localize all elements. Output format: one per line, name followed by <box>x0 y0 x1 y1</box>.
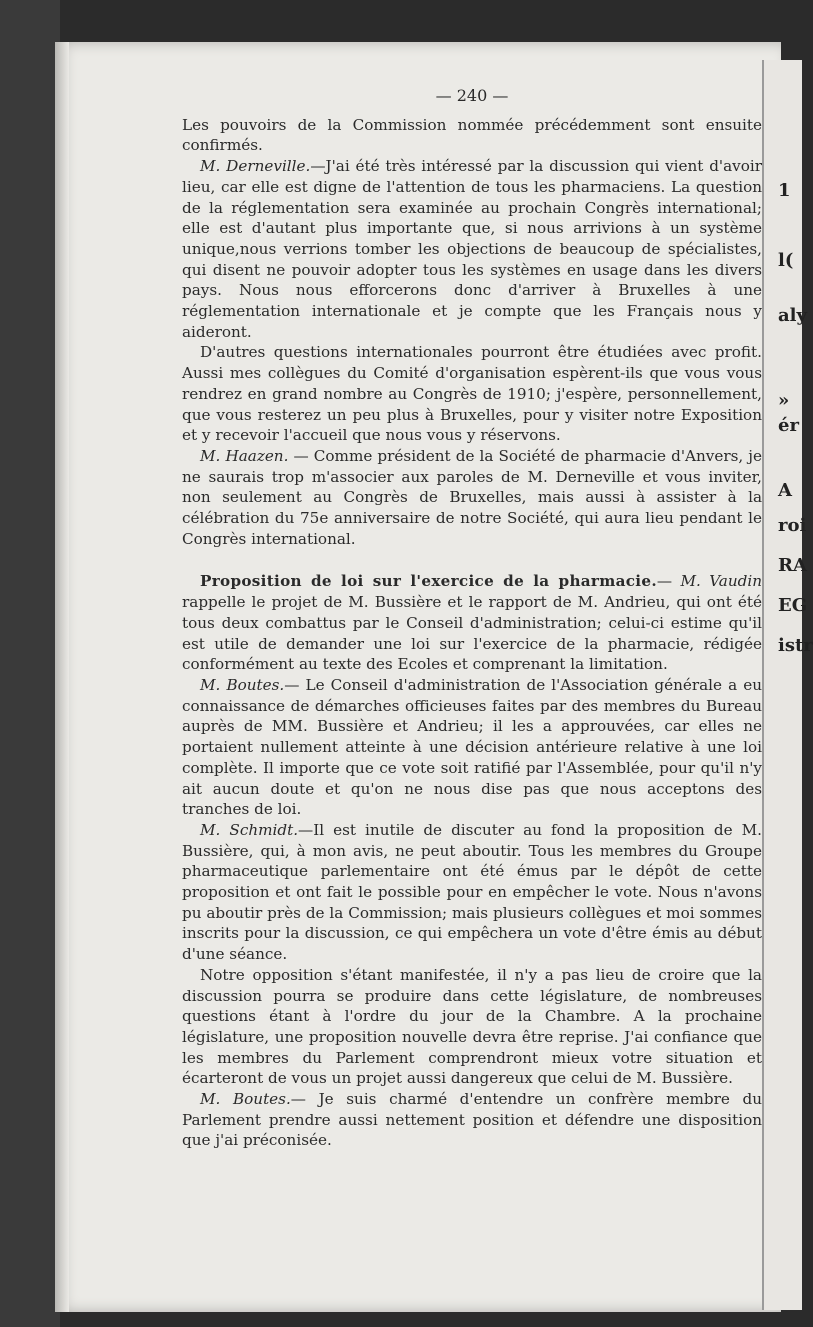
fragment: » <box>778 390 790 411</box>
fragment: roi <box>778 515 807 536</box>
fragment: aly <box>778 305 807 326</box>
speaker: M. Schmidt. <box>200 820 299 839</box>
speaker: M. Boutes. <box>200 675 285 694</box>
fragment: EG <box>778 595 808 616</box>
adjacent-page-strip <box>762 60 813 1310</box>
paragraph: Proposition de loi sur l'exercice de la pharmacie.— M. Vaudin rappelle le projet de M. Bussière et le rapport de M. Andrieu, qui ont été tous deux combattus par le Conseil d'administration; celui-ci estime qu'il est utile de demander une loi sur l'exercice de la pharmacie, rédigée conformément au texte des Ecoles et comprenant la limitation. <box>182 572 763 674</box>
paragraph: Notre opposition s'étant manifestée, il n'y a pas lieu de croire que la discussion pourra se produire dans cette législature, de nombreuses questions étant à l'ordre du jour de la Chambre. A la prochaine législature, une proposition nouvelle devra être reprise. J'ai confiance que les membres du Parlement comprendront mieux votre situation et écarteront de vous un projet aussi dangereux que celui de M. Bussière. <box>182 965 762 1088</box>
paragraph: M. Schmidt.—Il est inutile de discuter au fond la proposition de M. Bussière, qui, à mon avis, ne peut aboutir. Tous les membres du Groupe pharmaceutique parlementaire ont été émus par le dépôt de cette proposition et ont fait le possible pour en empêcher le vote. Nous n'avons pu aboutir près de la Commission; mais plusieurs collègues et moi sommes inscrits pour la discussion, ce qui empêchera un vote d'être émis au début d'une séance. <box>182 820 762 964</box>
speaker: M. Haazen. <box>200 446 289 465</box>
paragraph: M. Boutes.— Le Conseil d'administration de l'Association générale a eu connaissance de démarches officieuses faites par des membres du Bureau auprès de MM. Bussière et Andrieu; il les a approuvées, car elles ne portaient nullement atteinte à une décision antérieure relative à une loi complète. Il importe que ce vote soit ratifié par l'Assemblée, pour qu'il n'y ait aucun doute et qu'on ne nous dise pas que nous acceptons des tranches de loi. <box>182 675 762 819</box>
scan-left-margin <box>0 0 60 1327</box>
speaker: M. Vaudin <box>680 572 763 591</box>
speaker: M. Derneville. <box>200 157 311 176</box>
speaker: M. Boutes. <box>200 1090 291 1109</box>
paragraph: M. Derneville.—J'ai été très intéressé par la discussion qui vient d'avoir lieu, car elle est digne de l'attention de tous les pharmaciens. La question de la réglementation sera examinée au prochain Congrès international; elle est d'autant plus importante que, si nous arrivions à un système unique,nous verrions tomber les objections de beaucoup de spécialistes, qui disent ne pouvoir adopter tous les systèmes en usage dans les divers pays. Nous nous efforcerons donc d'arriver à Bruxelles à une réglementation internationale et je compte que les Français nous y aideront. <box>182 157 762 341</box>
paragraph: Les pouvoirs de la Commission nommée précédemment sont ensuite confirmés. <box>182 115 762 155</box>
page-gutter-shadow <box>55 42 69 1312</box>
fragment: ér <box>778 415 799 436</box>
page-number: — 240 — <box>435 86 509 105</box>
fragment: A <box>778 480 792 501</box>
paragraph: M. Haazen. — Comme président de la Société de pharmacie d'Anvers, je ne saurais trop m'associer aux paroles de M. Derneville et vous inviter, non seulement au Congrès de Bruxelles, mais aussi à assister à la célébration du 75e anniversaire de notre Société, qui aura lieu pendant le Congrès international. <box>182 446 762 548</box>
fragment: 1 <box>778 180 791 201</box>
section-heading: Proposition de loi sur l'exercice de la pharmacie. <box>200 572 657 591</box>
fragment: istr <box>778 635 813 656</box>
paragraph: D'autres questions internationales pourront être étudiées avec profit. Aussi mes collègues du Comité d'organisation espèrent-ils que vous vous rendrez en grand nombre au Congrès de 1910; j'espère, personnellement, que vous resterez un peu plus à Bruxelles, pour y visiter notre Exposition et y recevoir l'accueil que nous vous y réservons. <box>182 343 762 445</box>
page-text <box>182 86 762 1151</box>
paragraph: M. Boutes.— Je suis charmé d'entendre un confrère membre du Parlement prendre aussi nettement position et défendre une disposition que j'ai préconisée. <box>182 1090 762 1150</box>
fragment: RA <box>778 555 807 576</box>
fragment: l( <box>778 250 794 271</box>
